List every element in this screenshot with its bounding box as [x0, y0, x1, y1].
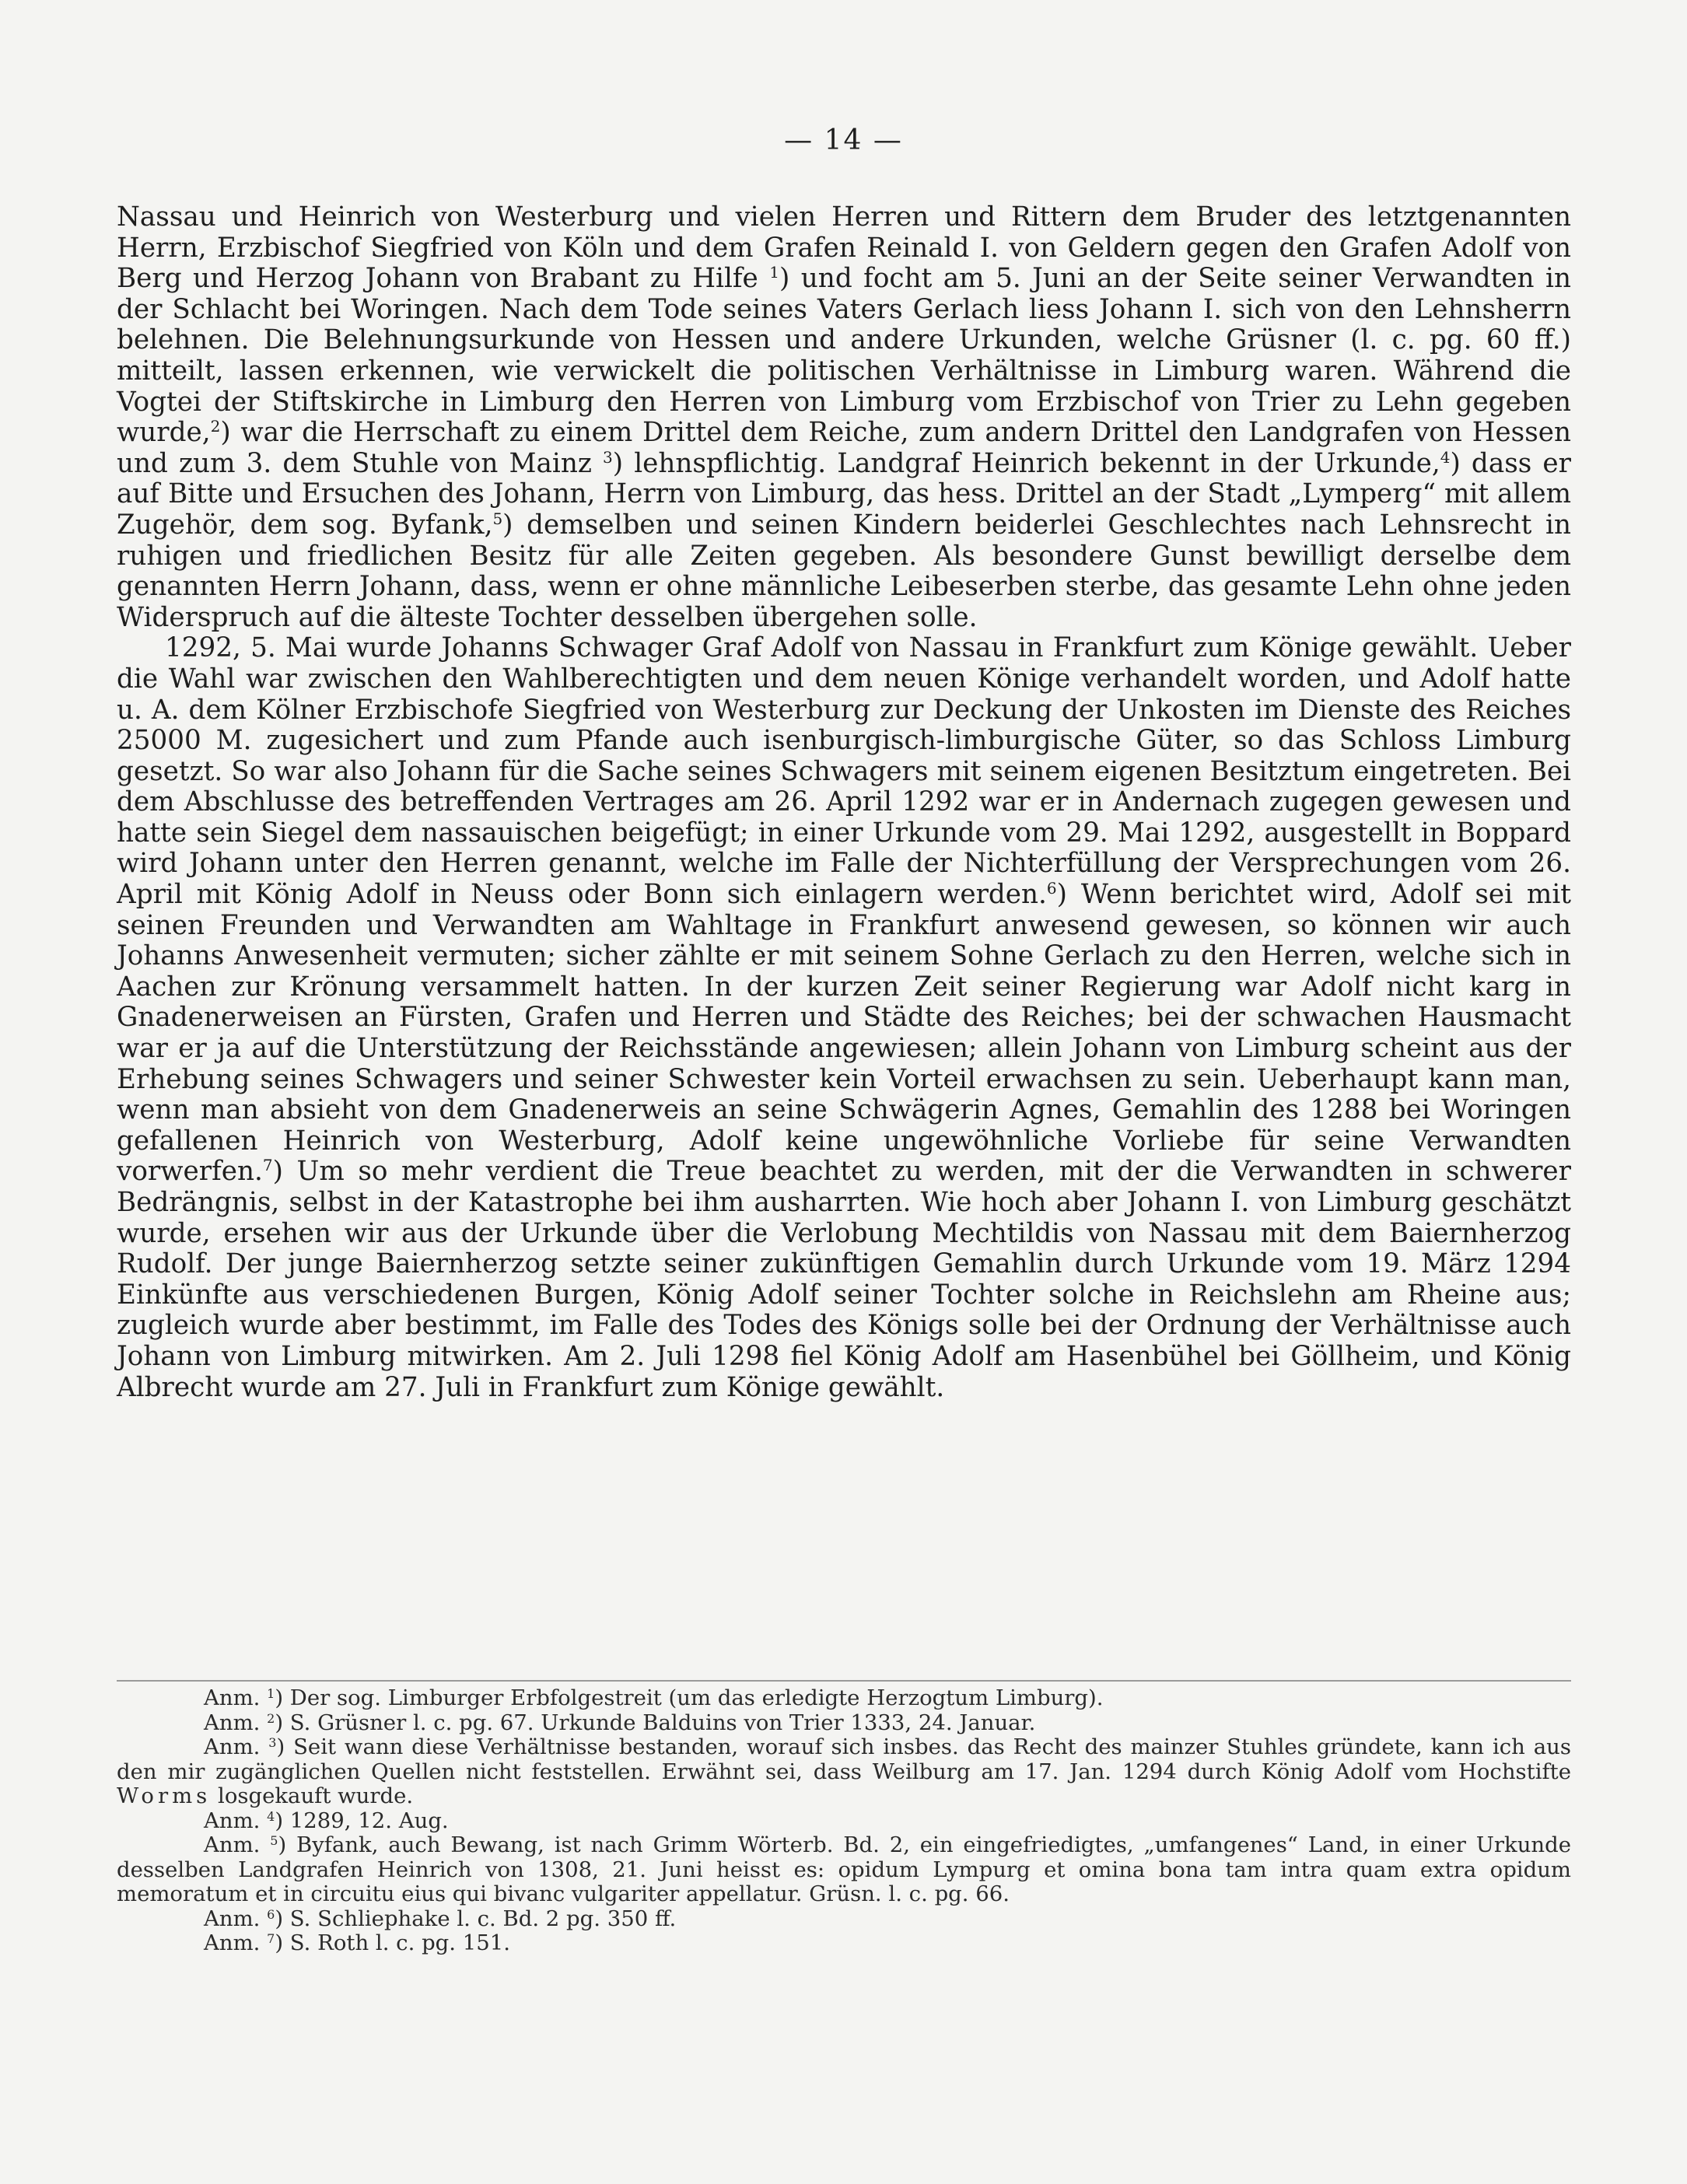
footnote	[117, 1735, 1571, 1809]
footnote	[117, 1711, 1571, 1736]
footnote-ref: 4	[267, 1808, 275, 1824]
text-run: ) demselben und seinen Kindern beiderlei Geschlechtes nach Lehnsrecht in ruhigen und friedlichen Besitz für alle Zeiten gegeben. Als besondere Gunst bewilligt derselbe dem genannten Herrn Johann, dass, wenn er ohne männliche Leibeserben sterbe, das gesamte Lehn ohne jeden Widerspruch auf die älteste Tochter desselben übergehen solle.	[117, 509, 1571, 633]
footnote-divider	[117, 1680, 1571, 1682]
text-run: Anm.	[204, 1906, 268, 1931]
footnote-ref: 5	[270, 1833, 278, 1848]
body-paragraph	[117, 633, 1571, 1403]
text-run: ) S. Roth l. c. pg. 151.	[275, 1930, 510, 1955]
text-run: Anm.	[204, 1930, 268, 1955]
text-run: Anm.	[204, 1685, 268, 1710]
footnote-ref: 5	[492, 509, 503, 528]
text-run: Anm.	[204, 1734, 269, 1759]
text-run: ) Um so mehr verdient die Treue beachtet zu werden, mit der die Verwandten in schwerer Bedrängnis, selbst in der Katastrophe bei ihm ausharrten. Wie hoch aber Johann I. von Limburg geschätzt wurde, ersehen wir aus der Urkunde über die Verlobung Mechtildis von Nassau mit dem Baiernherzog Rudolf. Der junge Baiernherzog setzte seiner zukünftigen Gemahlin durch Urkunde vom 19. März 1294 Einkünfte aus verschiedenen Burgen, König Adolf seiner Tochter solche in Reichslehn am Rheine aus; zugleich wurde aber bestimmt, im Falle des Todes des Königs solle bei der Ordnung der Verhältnisse auch Johann von Limburg mitwirken. Am 2. Juli 1298 fiel König Adolf am Hasenbühel bei Göllheim, und König Albrecht wurde am 27. Juli in Frankfurt zum Könige gewählt.	[117, 1156, 1571, 1403]
footnote	[117, 1833, 1571, 1907]
footnote	[117, 1809, 1571, 1834]
footnote-ref: 3	[268, 1735, 277, 1750]
text-run: Nassau und Heinrich von Westerburg und vielen Herren und Rittern dem Bruder des letztgenannten Herrn, Erzbischof Siegfried von Köln und dem Grafen Reinald I. von Geldern gegen den Grafen Adolf von Berg und Herzog Johann von Brabant zu Hilfe	[117, 201, 1571, 295]
page-number: — 14 —	[784, 124, 903, 156]
footnote-ref: 4	[1440, 447, 1451, 467]
text-run: ) Byfank, auch Bewang, ist nach Grimm Wörterb. Bd. 2, ein eingefriedigtes, „umfangenes“ Land, in einer Urkunde desselben Landgrafen Heinrich von 1308, 21. Juni heisst es: opidum Lympurg et omina bona tam intra quam extra opidum memoratum et in circuitu eius qui bivanc vulgariter appellatur. Grüsn. l. c. pg. 66.	[117, 1832, 1571, 1906]
text-run: ) Wenn berichtet wird, Adolf sei mit seinen Freunden und Verwandten am Wahltage in Frankfurt anwesend gewesen, so können wir auch Johanns Anwesenheit vermuten; sicher zählte er mit seinem Sohne Gerlach zu den Herren, welche sich in Aachen zur Krönung versammelt hatten. In der kurzen Zeit seiner Regierung war Adolf nicht karg in Gnadenerweisen an Fürsten, Grafen und Herren und Städte des Reiches; bei der schwachen Hausmacht war er ja auf die Unterstützung der Reichsstände angewiesen; allein Johann von Limburg scheint aus der Erhebung seines Schwagers und seiner Schwester kein Vorteil erwachsen zu sein. Ueberhaupt kann man, wenn man absieht von dem Gnadenerweis an seine Schwägerin Agnes, Gemahlin des 1288 bei Woringen gefallenen Heinrich von Westerburg, Adolf keine ungewöhnliche Vorliebe für seine Verwandten vorwerfen.	[117, 879, 1571, 1188]
text-run: Anm.	[204, 1832, 271, 1857]
footnote-ref: 1	[267, 1686, 275, 1701]
text-run: ) Seit wann diese Verhältnisse bestanden, worauf sich insbes. das Recht des mainzer Stuhles gründete, kann ich aus den mir zugänglichen Quellen nicht feststellen. Erwähnt sei, dass Weilburg am 17. Jan. 1294 durch König Adolf vom Hochstifte	[117, 1734, 1571, 1784]
body-paragraph	[117, 202, 1571, 633]
main-text	[117, 202, 1571, 1403]
footnote-ref: 2	[267, 1710, 275, 1726]
footnotes	[117, 1686, 1571, 1956]
footnote	[117, 1907, 1571, 1932]
text-run: 1292, 5. Mai wurde Johanns Schwager Graf Adolf von Nassau in Frankfurt zum Könige gewählt. Ueber die Wahl war zwischen den Wahlberechtigten und dem neuen Könige verhandelt worden, und Adolf hatte u. A. dem Kölner Erzbischofe Siegfried von Westerburg zur Deckung der Unkosten im Dienste des Reiches 25000 M. zugesichert und zum Pfande auch isenburgisch-limburgische Güter, so das Schloss Limburg gesetzt. So war also Johann für die Sache seines Schwagers mit seinem eigenen Besitztum eingetreten. Bei dem Abschlusse des betreffenden Vertrages am 26. April 1292 war er in Andernach zugegen gewesen und hatte sein Siegel dem nassauischen beigefügt; in einer Urkunde vom 29. Mai 1292, ausgestellt in Boppard wird Johann unter den Herren genannt, welche im Falle der Nichterfüllung der Versprechungen vom 26. April mit König Adolf in Neuss oder Bonn sich einlagern werden.	[117, 632, 1571, 911]
footnote-ref: 3	[603, 447, 613, 467]
text-run: ) dass er auf Bitte und Ersuchen des Johann, Herrn von Limburg, das hess. Drittel an der Stadt „Lymperg“ mit allem Zugehör, dem sog. Byfank,	[117, 447, 1571, 541]
footnote-ref: 7	[262, 1156, 273, 1175]
footnote-ref: 7	[267, 1931, 275, 1946]
spaced-text: Worms	[117, 1783, 212, 1808]
footnote-ref: 6	[267, 1906, 275, 1922]
text-run: ) Der sog. Limburger Erbfolgestreit (um das erledigte Herzogtum Limburg).	[275, 1685, 1104, 1710]
text-run: ) S. Grüsner l. c. pg. 67. Urkunde Balduins von Trier 1333, 24. Januar.	[275, 1710, 1036, 1735]
text-run: ) und focht am 5. Juni an der Seite seiner Verwandten in der Schlacht bei Woringen. Nach dem Tode seines Vaters Gerlach liess Johann I. sich von den Lehnsherrn belehnen. Die Belehnungsurkunde von Hessen und andere Urkunden, welche Grüsner (l. c. pg. 60 ff.) mitteilt, lassen erkennen, wie verwickelt die politischen Verhältnisse in Limburg waren. Während die Vogtei der Stiftskirche in Limburg den Herren von Limburg vom Erzbischof von Trier zu Lehn gegeben wurde,	[117, 263, 1571, 449]
footnote-ref: 1	[769, 263, 779, 282]
text-run: ) 1289, 12. Aug.	[275, 1808, 449, 1833]
text-run: Anm.	[204, 1808, 268, 1833]
text-run: losgekauft wurde.	[211, 1783, 414, 1808]
footnote-ref: 2	[210, 417, 221, 436]
text-run: ) lehnspflichtig. Landgraf Heinrich bekennt in der Urkunde,	[612, 447, 1440, 479]
footnote-ref: 6	[1046, 879, 1057, 898]
text-run: ) war die Herrschaft zu einem Drittel dem Reiche, zum andern Drittel den Landgrafen von Hessen und zum 3. dem Stuhle von Mainz	[117, 417, 1571, 479]
footnote	[117, 1686, 1571, 1711]
text-run: Anm.	[204, 1710, 268, 1735]
text-run: ) S. Schliephake l. c. Bd. 2 pg. 350 ff.	[275, 1906, 677, 1931]
footnote	[117, 1931, 1571, 1956]
